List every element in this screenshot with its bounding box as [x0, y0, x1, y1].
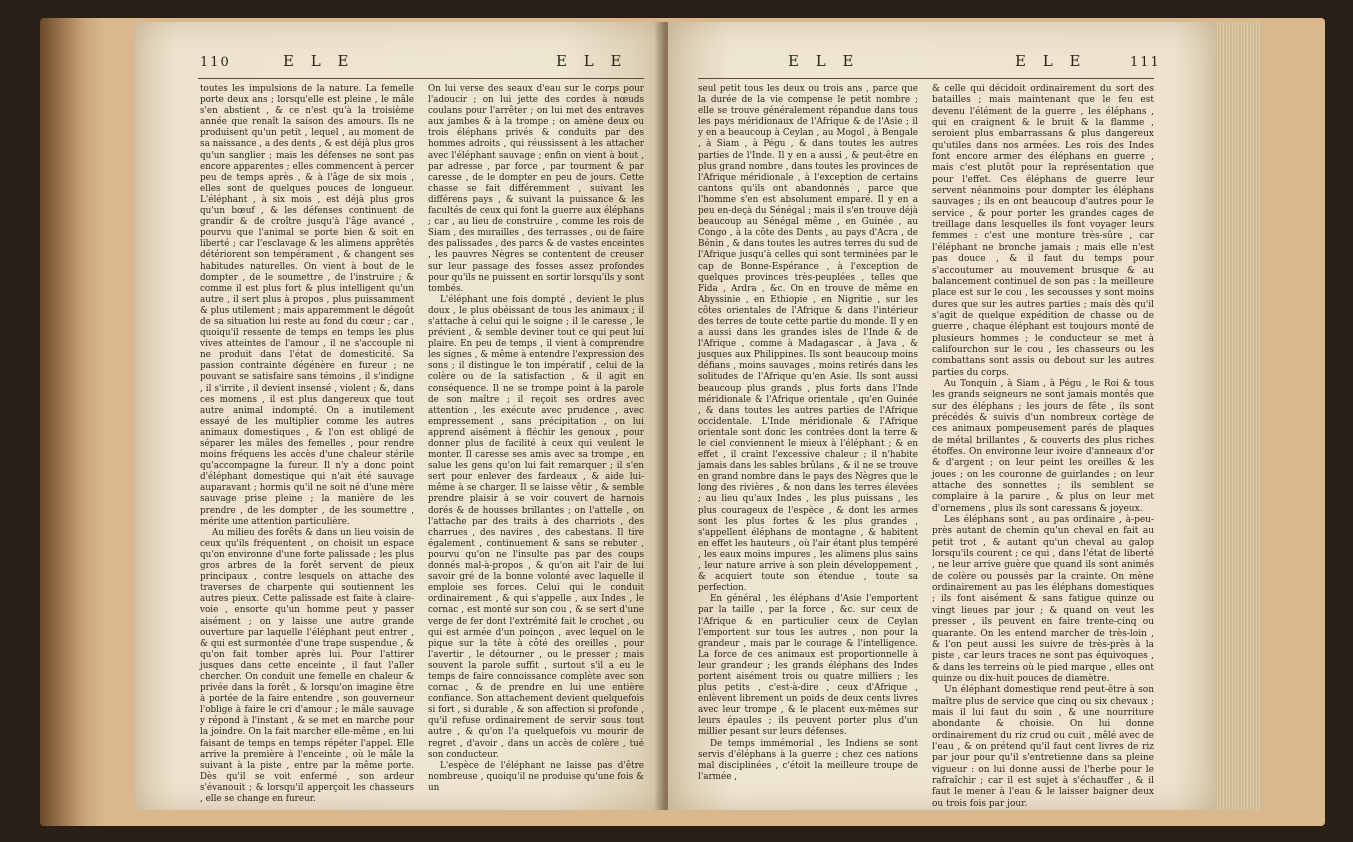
right-column-1	[698, 84, 918, 783]
left-header-rule	[198, 78, 644, 79]
left-header-left: E L E	[283, 52, 355, 70]
left-page-number: 110	[200, 55, 231, 70]
paragraph: On lui verse des seaux d'eau sur le corps pour l'adoucir ; on lui jette des cordes à nœuds coulans pour l'arrêter ; on lui met des entraves aux jambes & à la trompe ; on amène deux ou trois éléphans privés & conduits par des hommes adroits , qui réussissent à les attacher avec l'éléphant sauvage ; enfin on vient à bout , par adresse , par force , par tourment & par caresse , de le dompter en peu de jours. Cette chasse se fait différemment , suivant les différens pays , & suivant la puissance & les facultés de ceux qui font la guerre aux éléphans ; car , au lieu de construire , comme les rois de Siam , des murailles , des terrasses , ou de faire des palissades , des parcs & de vastes enceintes , les pauvres Nègres se contentent de creuser sur leur passage des fosses assez profondes pour qu'ils ne puissent en sortir lorsqu'ils y sont tombés.	[428, 84, 644, 294]
paragraph: En général , les éléphans d'Asie l'emportent par la taille , par la force , &c. sur ceux de l'Afrique & en particulier ceux de Ceylan l'emportent sur tous les autres , non pour la grandeur , mais par le courage & l'intelligence. La force de ces animaux est proportionnelle à leur grandeur ; les grands éléphans des Indes portent aisément trois ou quatre milliers ; les plus petits , c'est-à-dire , ceux d'Afrique , enlèvent librement un poids de deux cents livres avec leur trompe , & le placent eux-mêmes sur leurs épaules ; ils peuvent porter plus d'un millier pesant sur leurs défenses.	[698, 594, 918, 738]
right-header-rule	[698, 78, 1154, 79]
left-header-right: E L E	[556, 52, 628, 70]
right-header-left: E L E	[788, 52, 860, 70]
paragraph: Un éléphant domestique rend peut-être à son maître plus de service que cinq ou six chevaux ; mais il lui faut du soin , & une nourriture abondante & choisie. On lui donne ordinairement du riz crud ou cuit , mêlé avec de l'eau , & on prétend qu'il faut cent livres de riz par jour pour qu'il s'entretienne dans sa pleine vigueur : on lui donne aussi de l'herbe pour le rafraîchir ; car il est sujet à s'échauffer , & il faut le mener à l'eau & le laisser baigner deux ou trois fois par jour.	[932, 685, 1154, 809]
page-edges	[1216, 22, 1261, 810]
right-column-2	[932, 84, 1154, 810]
paragraph: seul petit tous les deux ou trois ans , parce que la durée de la vie compense le petit nombre ; elle se trouve généralement répandue dans tous les pays méridionaux de l'Afrique & de l'Asie ; il y en a beaucoup à Ceylan , au Mogol , à Bengale , à Siam , à Pégu , & dans toutes les autres parties de l'Inde. Il y en a aussi , & peut-être en plus grand nombre , dans toutes les provinces de l'Afrique méridionale , à l'exception de certains cantons qu'ils ont abandonnés , parce que l'homme s'en est absolument emparé. Il y en a peu en-deçà du Sénégal ; mais il s'en trouve déjà beaucoup au Sénégal même , en Guinée , au Congo , à la côte des Dents , au pays d'Acra , de Bénin , & dans toutes les autres terres du sud de l'Afrique jusqu'à celles qui sont terminées par le cap de Bonne-Espérance , à l'exception de quelques provinces très-peuplées , telles que Fida , Ardra , &c. On en trouve de même en Abyssinie , en Ethiopie , en Nigritie , sur les côtes orientales de l'Afrique & dans l'intérieur des terres de toute cette partie du monde. Il y en a aussi dans les grandes isles de l'Inde & de l'Afrique , comme à Madagascar , à Java , & jusques aux Philippines. Ils sont beaucoup moins défians , moins sauvages , moins retirés dans les solitudes de l'Afrique qu'en Asie. Ils sont aussi beaucoup plus grands , plus forts dans l'Inde méridionale & l'Afrique orientale , qu'en Guinée , & dans toutes les autres parties de l'Afrique occidentale. L'Inde méridionale & l'Afrique orientale sont donc les contrées dont la terre & le ciel conviennent le mieux à l'éléphant ; & en effet , il craint l'excessive chaleur ; il n'habite jamais dans les sables brûlans , & il ne se trouve en grand nombre dans le pays des Nègres que le long des rivières , & non dans les terres élevées ; au lieu qu'aux Indes , les plus puissans , les plus courageux de l'espèce , & dont les armes sont les plus fortes & les plus grandes , s'appellent éléphans de montagne , & habitent en effet les hauteurs , où l'air étant plus tempéré , les eaux moins impures , les alimens plus sains , leur nature arrive à son plein développement , & acquiert toute son étendue , toute sa perfection.	[698, 84, 918, 594]
paragraph: L'espèce de l'éléphant ne laisse pas d'être nombreuse , quoiqu'il ne produise qu'une fois & un	[428, 760, 644, 793]
paragraph: De temps immémorial , les Indiens se sont servis d'éléphans à la guerre ; chez ces nations mal disciplinées , c'étoit la meilleure troupe de l'armée ,	[698, 738, 918, 782]
paragraph: Au Tonquin , à Siam , à Pégu , le Roi & tous les grands seigneurs ne sont jamais montés que sur des éléphans ; les jours de fête , ils sont précédés & suivis d'un nombreux cortège de ces animaux pompeusement parés de plaques de métal brillantes , & couverts des plus riches étoffes. On environne leur ivoire d'anneaux d'or & d'argent ; on leur peint les oreilles & les joues ; on les couronne de guirlandes ; on leur attache des sonnettes ; ils semblent se complaire à la parure , & plus on leur met d'ornemens , plus ils sont caressans & joyeux.	[932, 378, 1154, 514]
left-column-2	[428, 84, 644, 794]
paragraph: & celle qui décidoit ordinairement du sort des batailles ; mais maintenant que le feu est devenu l'élément de la guerre , les éléphans , qui en craignent & le bruit & la flamme , seroient plus embarrassans & plus dangereux qu'utiles dans nos armées. Les rois des Indes font encore armer des éléphans en guerre , mais c'est plutôt pour la représentation que pour l'effet. Ces éléphans de guerre leur servent néanmoins pour dompter les éléphans sauvages ; ils en ont beaucoup d'autres pour le service , & pour porter les grandes cages de treillage dans lesquelles ils font voyager leurs femmes : c'est une monture très-sûre , car l'éléphant ne bronche jamais ; mais elle n'est pas douce , & il faut du temps pour s'accoutumer au mouvement brusque & au balancement continuel de son pas : la meilleure place est sur le cou , les secousses y sont moins dures que sur les autres parties ; mais dès qu'il s'agit de quelque expédition de chasse ou de guerre , chaque éléphant est toujours monté de plusieurs hommes ; le conducteur se met à califourchon sur le cou , les chasseurs ou les combattans sont assis ou debout sur les autres parties du corps.	[932, 84, 1154, 378]
paragraph: Au milieu des forêts & dans un lieu voisin de ceux qu'ils fréquentent , on choisit un espace qu'on environne d'une forte palissade ; les plus gros arbres de la forêt servent de pieux principaux , contre lesquels on attache des traverses de charpente qui soutiennent les autres pieux. Cette palissade est faite à claire-voie , ensorte qu'un homme peut y passer aisément ; on y laisse une autre grande ouverture par laquelle l'éléphant peut entrer , & qui est surmontée d'une trape suspendue , & qu'on fait tomber après lui. Pour l'attirer jusques dans cette enceinte , il faut l'aller chercher. On conduit une femelle en chaleur & privée dans la forêt , & lorsqu'on imagine être à portée de la faire entendre , son gouverneur l'oblige à faire le cri d'amour ; le mâle sauvage y répond à l'instant , & se met en marche pour la joindre. On la fait marcher elle-même , en lui faisant de temps en temps répéter l'appel. Elle arrive la première à l'enceinte , où le mâle la suivant à la piste , entre par la même porte. Dès qu'il se voit enfermé , son ardeur s'évanouit ; & lorsqu'il apperçoit les chasseurs , elle se change en fureur.	[200, 527, 414, 804]
paragraph: L'éléphant une fois dompté , devient le plus doux , le plus obéissant de tous les animaux ; il s'attache à celui qui le soigne ; il le caresse , le prévient , & semble deviner tout ce qui peut lui plaire. En peu de temps , il vient à comprendre les signes , & même à entendre l'expression des sons ; il distingue le ton impératif , celui de la colère ou de la satisfaction , & il agit en conséquence. Il ne se trompe point à la parole de son maître ; il reçoit ses ordres avec attention , les exécute avec prudence , avec empressement , sans précipitation , on lui apprend aisément à fléchir les genoux , pour donner plus de facilité à ceux qui veulent le monter. Il caresse ses amis avec sa trompe , en salue les gens qu'on lui fait remarquer ; il s'en sert pour enlever des fardeaux , & aide lui-même à se charger. Il se laisse vêtir , & semble prendre plaisir à se voir couvert de harnois dorés & de housses brillantes ; on l'attelle , on l'attache par des traits à des charriots , des charrues , des navires , des cabestans. Il tire également , continuement & sans se rebuter , pourvu qu'on ne l'insulte pas par des coups donnés mal-à-propos , & qu'on ait l'air de lui savoir gré de la bonne volonté avec laquelle il emploie ses forces. Celui qui le conduit ordinairement , & qui s'appelle , aux Indes , le cornac , est monté sur son cou , & se sert d'une verge de fer dont l'extrémité fait le crochet , ou qui est armée d'un poinçon , avec lequel on le pique sur la tête à côté des oreilles , pour l'avertir , le détourner , ou le presser ; mais souvent la parole suffit , surtout s'il a eu le temps de faire connoissance complète avec son cornac , & de prendre en lui une entière confiance. Son attachement devient quelquefois si fort , si durable , & son affection si profonde , qu'il refuse ordinairement de servir sous tout autre , & qu'on l'a quelquefois vu mourir de regret , d'avoir , dans un accès de colère , tué son conducteur.	[428, 294, 644, 760]
right-page-number: 111	[1130, 55, 1161, 70]
paragraph: toutes les impulsions de la nature. La femelle porte deux ans ; lorsqu'elle est pleine , le mâle s'en abstient , & ce n'est qu'à la troisième année que renaît la saison des amours. Ils ne produisent qu'un petit , lequel , au moment de sa naissance , a des dents , & est déjà plus gros qu'un sanglier ; mais les défenses ne sont pas encore apparentes ; elles commencent à percer peu de temps après , & à l'âge de six mois , elles sont de quelques pouces de longueur. L'éléphant , à six mois , est déjà plus gros qu'un bœuf , & les défenses continuent de grandir & de croître jusqu'à l'âge avancé , pourvu que l'animal se porte bien & soit en liberté ; car l'esclavage & les alimens apprêtés détériorent son tempérament , & changent ses habitudes naturelles. On vient à bout de le dompter , de le soumettre , de l'instruire ; & comme il est plus fort & plus intelligent qu'un autre , il sert plus à propos , plus puissamment & plus utilement ; mais apparemment le dégoût de sa situation lui reste au fond du cœur ; car , quoiqu'il ressente de temps en temps les plus vives atteintes de l'amour , il ne s'accouple ni ne produit dans l'état de domesticité. Sa passion contrainte dégénère en fureur ; ne pouvant se satisfaire sans témoins , il s'indigne , il s'irrite , il devient insensé , violent ; &, dans ces momens , il est plus dangereux que tout autre animal indompté. On a inutilement essayé de les multiplier comme les autres animaux domestiques , & l'on est obligé de séparer les mâles des femelles , pour rendre moins fréquens les accès d'une chaleur stérile qu'accompagne la fureur. Il n'y a donc point d'éléphant domestique qui n'ait été sauvage auparavant ; hormis qu'il ne soit né d'une mère sauvage prise pleine ; la manière de les prendre , de les dompter , de les soumettre , mérite une attention particulière.	[200, 84, 414, 527]
right-header-right: E L E	[1015, 52, 1087, 70]
left-column-1	[200, 84, 414, 805]
paragraph: Les éléphans sont , au pas ordinaire , à-peu-près autant de chemin qu'un cheval en fait au petit trot , & autant qu'un cheval au galop lorsqu'ils courent ; ce qui , dans l'état de liberté , ne leur arrive guère que quand ils sont animés de colère ou poussés par la crainte. On mène ordinairement au pas les éléphans domestiques ; ils font aisément & sans fatigue quinze ou vingt lieues par jour ; & quand on veut les presser , ils peuvent en faire trente-cinq ou quarante. On les entend marcher de très-loin , & l'on peut aussi les suivre de très-près à la piste , car leurs traces ne sont pas équivoques , & dans les terreins où le pied marque , elles ont quinze ou dix-huit pouces de diamètre.	[932, 515, 1154, 684]
